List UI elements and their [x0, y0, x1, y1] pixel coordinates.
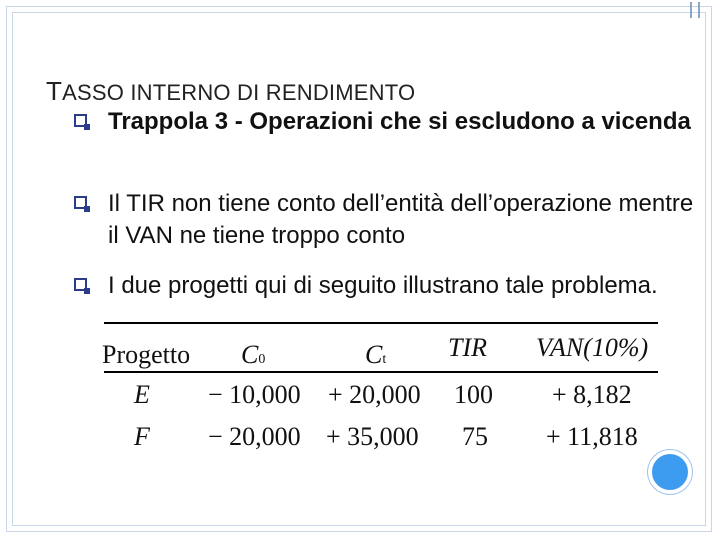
bullet-text: Trappola 3 - Operazioni che si escludono a vicenda — [108, 108, 691, 135]
row-e-van: + 8,182 — [552, 380, 632, 409]
slide-title-rest: ASSO INTERNO DI RENDIMENTO — [62, 80, 416, 105]
square-bullet-icon — [74, 196, 87, 209]
header-van: VAN(10%) — [536, 333, 649, 362]
row-f-project: F — [134, 422, 150, 451]
row-e-ct: + 20,000 — [328, 380, 421, 409]
square-bullet-icon — [74, 278, 87, 291]
header-ct — [365, 340, 386, 370]
header-tir: TIR — [448, 333, 487, 362]
header-c0-letter: C — [241, 340, 259, 369]
corner-decoration — [698, 2, 700, 18]
bullet-text: I due progetti qui di seguito illustrano tale problema. — [108, 272, 658, 299]
header-ct-letter: C — [365, 340, 383, 369]
bullet-text: Il TIR non tiene conto dell’entità dell’operazione mentre il VAN ne tiene troppo conto — [108, 190, 694, 249]
header-ct-subscript: t — [382, 352, 387, 367]
corner-decoration — [690, 2, 692, 18]
square-bullet-icon — [74, 114, 87, 127]
table-header-rule — [104, 371, 658, 373]
row-f-ct: + 35,000 — [326, 422, 419, 451]
row-f-c0: − 20,000 — [208, 422, 301, 451]
table-top-rule — [104, 322, 658, 324]
row-e-project: E — [134, 380, 150, 409]
blue-circle-decoration — [648, 450, 692, 494]
slide-title-first-letter: T — [46, 76, 63, 106]
row-f-tir: 75 — [462, 422, 488, 451]
row-e-tir: 100 — [454, 380, 493, 409]
row-f-van: + 11,818 — [546, 422, 638, 451]
header-progetto: Progetto — [102, 340, 191, 369]
row-e-c0: − 10,000 — [208, 380, 301, 409]
header-c0 — [241, 340, 265, 370]
slide-title — [46, 76, 415, 107]
header-c0-subscript: 0 — [258, 352, 266, 367]
